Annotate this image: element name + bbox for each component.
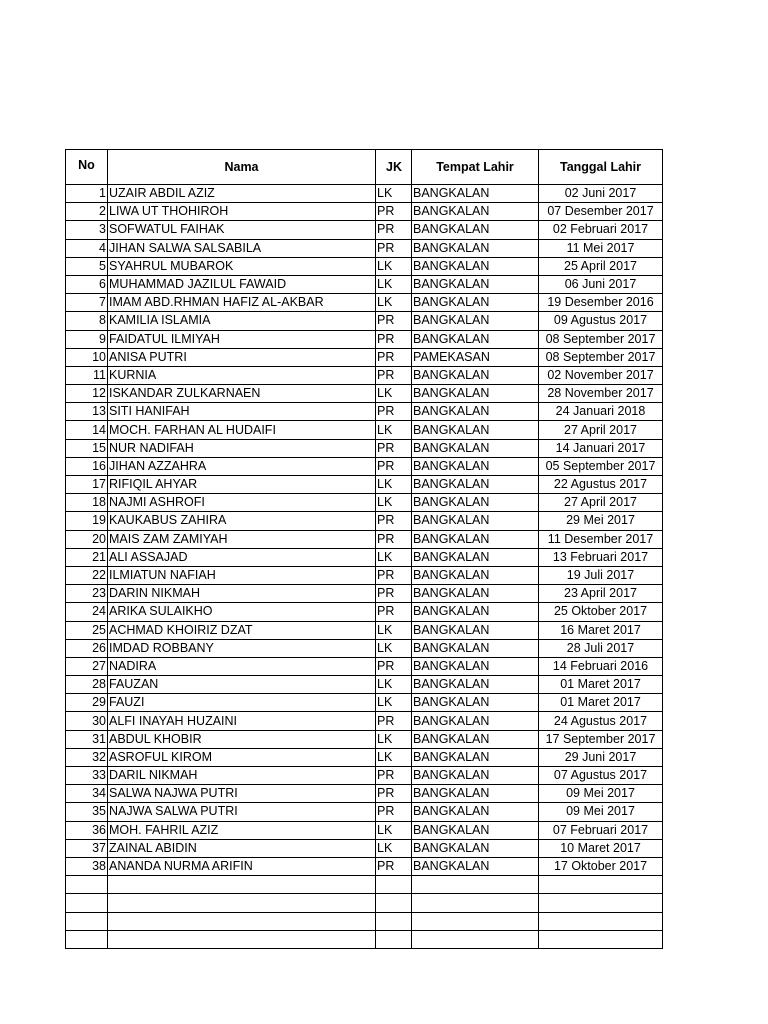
cell-no: 30 [66, 712, 108, 730]
cell-tanggal-lahir: 16 Maret 2017 [539, 621, 663, 639]
cell-no: 1 [66, 185, 108, 203]
empty-cell-jk [376, 930, 412, 948]
cell-no: 10 [66, 348, 108, 366]
cell-tempat-lahir: BANGKALAN [412, 694, 539, 712]
cell-tanggal-lahir: 17 Oktober 2017 [539, 857, 663, 875]
table-row [66, 657, 663, 675]
cell-tanggal-lahir: 19 Juli 2017 [539, 566, 663, 584]
cell-tanggal-lahir: 09 Agustus 2017 [539, 312, 663, 330]
cell-nama: ANANDA NURMA ARIFIN [108, 857, 376, 875]
table-row [66, 676, 663, 694]
empty-table-row [66, 894, 663, 912]
cell-tanggal-lahir: 17 September 2017 [539, 730, 663, 748]
cell-tempat-lahir: BANGKALAN [412, 657, 539, 675]
table-row [66, 857, 663, 875]
cell-nama: MOH. FAHRIL AZIZ [108, 821, 376, 839]
cell-jk: LK [376, 421, 412, 439]
empty-cell-no [66, 894, 108, 912]
cell-jk: PR [376, 785, 412, 803]
cell-tempat-lahir: BANGKALAN [412, 221, 539, 239]
table-row [66, 730, 663, 748]
empty-cell-nama [108, 894, 376, 912]
cell-jk: LK [376, 548, 412, 566]
cell-tanggal-lahir: 08 September 2017 [539, 330, 663, 348]
cell-tempat-lahir: BANGKALAN [412, 730, 539, 748]
cell-nama: KAUKABUS ZAHIRA [108, 512, 376, 530]
cell-jk: PR [376, 366, 412, 384]
cell-tempat-lahir: BANGKALAN [412, 548, 539, 566]
cell-no: 2 [66, 203, 108, 221]
cell-nama: ANISA PUTRI [108, 348, 376, 366]
cell-jk: PR [376, 512, 412, 530]
empty-cell-tanggal-lahir [539, 894, 663, 912]
cell-jk: PR [376, 439, 412, 457]
cell-tanggal-lahir: 05 September 2017 [539, 457, 663, 475]
cell-nama: SALWA NAJWA PUTRI [108, 785, 376, 803]
cell-tanggal-lahir: 19 Desember 2016 [539, 294, 663, 312]
table-row [66, 421, 663, 439]
cell-tempat-lahir: BANGKALAN [412, 566, 539, 584]
cell-no: 13 [66, 403, 108, 421]
cell-jk: PR [376, 585, 412, 603]
cell-jk: LK [376, 275, 412, 293]
cell-tempat-lahir: BANGKALAN [412, 585, 539, 603]
cell-tanggal-lahir: 09 Mei 2017 [539, 803, 663, 821]
cell-jk: LK [376, 821, 412, 839]
cell-jk: PR [376, 221, 412, 239]
empty-cell-jk [376, 876, 412, 894]
cell-nama: DARIL NIKMAH [108, 767, 376, 785]
cell-tanggal-lahir: 22 Agustus 2017 [539, 476, 663, 494]
table-row [66, 385, 663, 403]
cell-no: 20 [66, 530, 108, 548]
table-row [66, 312, 663, 330]
cell-nama: MUHAMMAD JAZILUL FAWAID [108, 275, 376, 293]
cell-tempat-lahir: BANGKALAN [412, 185, 539, 203]
table-row [66, 403, 663, 421]
cell-tempat-lahir: BANGKALAN [412, 785, 539, 803]
cell-nama: ISKANDAR ZULKARNAEN [108, 385, 376, 403]
table-row [66, 767, 663, 785]
empty-table-row [66, 930, 663, 948]
cell-tempat-lahir: BANGKALAN [412, 203, 539, 221]
cell-jk: PR [376, 312, 412, 330]
cell-tanggal-lahir: 02 Februari 2017 [539, 221, 663, 239]
table-row [66, 548, 663, 566]
cell-jk: LK [376, 257, 412, 275]
cell-tanggal-lahir: 08 September 2017 [539, 348, 663, 366]
cell-jk: PR [376, 530, 412, 548]
empty-cell-tanggal-lahir [539, 876, 663, 894]
empty-cell-no [66, 930, 108, 948]
table-row [66, 494, 663, 512]
header-tanggal-lahir: Tanggal Lahir [539, 150, 663, 185]
cell-nama: FAIDATUL ILMIYAH [108, 330, 376, 348]
cell-tempat-lahir: BANGKALAN [412, 676, 539, 694]
cell-tanggal-lahir: 27 April 2017 [539, 494, 663, 512]
header-tempat-lahir: Tempat Lahir [412, 150, 539, 185]
cell-jk: PR [376, 767, 412, 785]
cell-nama: DARIN NIKMAH [108, 585, 376, 603]
empty-cell-nama [108, 876, 376, 894]
table-row [66, 748, 663, 766]
cell-no: 34 [66, 785, 108, 803]
cell-jk: LK [376, 385, 412, 403]
table-row [66, 785, 663, 803]
cell-nama: NADIRA [108, 657, 376, 675]
cell-tanggal-lahir: 29 Juni 2017 [539, 748, 663, 766]
cell-no: 23 [66, 585, 108, 603]
table-row [66, 512, 663, 530]
cell-no: 22 [66, 566, 108, 584]
cell-no: 32 [66, 748, 108, 766]
table-row [66, 839, 663, 857]
table-row [66, 566, 663, 584]
cell-no: 16 [66, 457, 108, 475]
cell-nama: RIFIQIL AHYAR [108, 476, 376, 494]
cell-jk: PR [376, 457, 412, 475]
cell-no: 35 [66, 803, 108, 821]
table-row [66, 694, 663, 712]
cell-no: 18 [66, 494, 108, 512]
cell-jk: PR [376, 712, 412, 730]
cell-tanggal-lahir: 10 Maret 2017 [539, 839, 663, 857]
cell-tanggal-lahir: 28 November 2017 [539, 385, 663, 403]
cell-no: 19 [66, 512, 108, 530]
table-row [66, 348, 663, 366]
cell-jk: LK [376, 185, 412, 203]
cell-no: 14 [66, 421, 108, 439]
cell-no: 17 [66, 476, 108, 494]
cell-tempat-lahir: BANGKALAN [412, 421, 539, 439]
cell-tempat-lahir: BANGKALAN [412, 767, 539, 785]
cell-jk: PR [376, 239, 412, 257]
cell-tempat-lahir: BANGKALAN [412, 385, 539, 403]
cell-no: 12 [66, 385, 108, 403]
cell-jk: LK [376, 839, 412, 857]
cell-nama: ALFI INAYAH HUZAINI [108, 712, 376, 730]
empty-cell-tempat-lahir [412, 876, 539, 894]
cell-tanggal-lahir: 07 Desember 2017 [539, 203, 663, 221]
cell-no: 4 [66, 239, 108, 257]
table-row [66, 639, 663, 657]
header-row [66, 150, 663, 185]
cell-no: 9 [66, 330, 108, 348]
header-jk: JK [376, 150, 412, 185]
table-row [66, 803, 663, 821]
cell-tanggal-lahir: 09 Mei 2017 [539, 785, 663, 803]
cell-nama: FAUZI [108, 694, 376, 712]
cell-jk: LK [376, 676, 412, 694]
cell-tempat-lahir: BANGKALAN [412, 457, 539, 475]
empty-cell-jk [376, 912, 412, 930]
empty-cell-jk [376, 894, 412, 912]
cell-no: 5 [66, 257, 108, 275]
cell-nama: MAIS ZAM ZAMIYAH [108, 530, 376, 548]
cell-no: 28 [66, 676, 108, 694]
cell-nama: IMAM ABD.RHMAN HAFIZ AL-AKBAR [108, 294, 376, 312]
cell-jk: LK [376, 639, 412, 657]
cell-no: 21 [66, 548, 108, 566]
cell-tempat-lahir: BANGKALAN [412, 257, 539, 275]
cell-tempat-lahir: BANGKALAN [412, 330, 539, 348]
cell-tempat-lahir: BANGKALAN [412, 275, 539, 293]
cell-tanggal-lahir: 29 Mei 2017 [539, 512, 663, 530]
table-row [66, 185, 663, 203]
cell-jk: PR [376, 403, 412, 421]
cell-jk: PR [376, 330, 412, 348]
cell-tempat-lahir: BANGKALAN [412, 603, 539, 621]
cell-no: 11 [66, 366, 108, 384]
cell-nama: SOFWATUL FAIHAK [108, 221, 376, 239]
cell-tanggal-lahir: 02 Juni 2017 [539, 185, 663, 203]
cell-tanggal-lahir: 14 Januari 2017 [539, 439, 663, 457]
empty-cell-no [66, 912, 108, 930]
table-row [66, 330, 663, 348]
table-row [66, 366, 663, 384]
cell-tanggal-lahir: 24 Januari 2018 [539, 403, 663, 421]
cell-jk: PR [376, 566, 412, 584]
cell-tanggal-lahir: 07 Februari 2017 [539, 821, 663, 839]
cell-tempat-lahir: PAMEKASAN [412, 348, 539, 366]
cell-tempat-lahir: BANGKALAN [412, 621, 539, 639]
cell-nama: SITI HANIFAH [108, 403, 376, 421]
cell-nama: KURNIA [108, 366, 376, 384]
cell-tanggal-lahir: 14 Februari 2016 [539, 657, 663, 675]
table-row [66, 530, 663, 548]
cell-tanggal-lahir: 23 April 2017 [539, 585, 663, 603]
cell-tempat-lahir: BANGKALAN [412, 294, 539, 312]
cell-jk: LK [376, 748, 412, 766]
header-nama: Nama [108, 150, 376, 185]
cell-no: 8 [66, 312, 108, 330]
cell-tanggal-lahir: 11 Desember 2017 [539, 530, 663, 548]
table-row [66, 294, 663, 312]
empty-cell-tempat-lahir [412, 930, 539, 948]
cell-tempat-lahir: BANGKALAN [412, 803, 539, 821]
cell-no: 37 [66, 839, 108, 857]
cell-no: 31 [66, 730, 108, 748]
empty-cell-tanggal-lahir [539, 930, 663, 948]
cell-nama: ACHMAD KHOIRIZ DZAT [108, 621, 376, 639]
cell-tanggal-lahir: 01 Maret 2017 [539, 676, 663, 694]
cell-no: 29 [66, 694, 108, 712]
empty-cell-tempat-lahir [412, 912, 539, 930]
cell-no: 7 [66, 294, 108, 312]
cell-nama: MOCH. FARHAN AL HUDAIFI [108, 421, 376, 439]
empty-cell-nama [108, 912, 376, 930]
table-row [66, 221, 663, 239]
cell-jk: PR [376, 203, 412, 221]
empty-cell-nama [108, 930, 376, 948]
cell-no: 24 [66, 603, 108, 621]
cell-nama: NAJMI ASHROFI [108, 494, 376, 512]
cell-nama: UZAIR ABDIL AZIZ [108, 185, 376, 203]
cell-no: 3 [66, 221, 108, 239]
cell-jk: LK [376, 294, 412, 312]
cell-tempat-lahir: BANGKALAN [412, 494, 539, 512]
cell-tempat-lahir: BANGKALAN [412, 748, 539, 766]
cell-jk: PR [376, 803, 412, 821]
cell-tempat-lahir: BANGKALAN [412, 839, 539, 857]
cell-tanggal-lahir: 28 Juli 2017 [539, 639, 663, 657]
cell-tanggal-lahir: 06 Juni 2017 [539, 275, 663, 293]
header-no: No [66, 150, 108, 185]
table-row [66, 257, 663, 275]
table-row [66, 821, 663, 839]
cell-tanggal-lahir: 02 November 2017 [539, 366, 663, 384]
cell-tempat-lahir: BANGKALAN [412, 312, 539, 330]
cell-nama: SYAHRUL MUBAROK [108, 257, 376, 275]
cell-jk: PR [376, 603, 412, 621]
cell-nama: NUR NADIFAH [108, 439, 376, 457]
cell-tempat-lahir: BANGKALAN [412, 530, 539, 548]
cell-tempat-lahir: BANGKALAN [412, 857, 539, 875]
cell-tempat-lahir: BANGKALAN [412, 366, 539, 384]
cell-nama: ASROFUL KIROM [108, 748, 376, 766]
empty-cell-tempat-lahir [412, 894, 539, 912]
cell-tempat-lahir: BANGKALAN [412, 403, 539, 421]
cell-tanggal-lahir: 13 Februari 2017 [539, 548, 663, 566]
cell-tempat-lahir: BANGKALAN [412, 639, 539, 657]
cell-tanggal-lahir: 07 Agustus 2017 [539, 767, 663, 785]
empty-cell-no [66, 876, 108, 894]
cell-jk: PR [376, 348, 412, 366]
cell-tempat-lahir: BANGKALAN [412, 439, 539, 457]
table-row [66, 203, 663, 221]
cell-tempat-lahir: BANGKALAN [412, 239, 539, 257]
cell-nama: ZAINAL ABIDIN [108, 839, 376, 857]
student-table [65, 149, 663, 949]
table-row [66, 239, 663, 257]
cell-no: 25 [66, 621, 108, 639]
cell-nama: KAMILIA ISLAMIA [108, 312, 376, 330]
cell-tanggal-lahir: 01 Maret 2017 [539, 694, 663, 712]
cell-tanggal-lahir: 24 Agustus 2017 [539, 712, 663, 730]
cell-tanggal-lahir: 27 April 2017 [539, 421, 663, 439]
cell-jk: LK [376, 476, 412, 494]
cell-nama: JIHAN SALWA SALSABILA [108, 239, 376, 257]
cell-no: 26 [66, 639, 108, 657]
table-body [66, 185, 663, 949]
table-row [66, 476, 663, 494]
empty-table-row [66, 912, 663, 930]
cell-no: 38 [66, 857, 108, 875]
cell-jk: LK [376, 694, 412, 712]
empty-table-row [66, 876, 663, 894]
cell-tanggal-lahir: 11 Mei 2017 [539, 239, 663, 257]
cell-nama: ILMIATUN NAFIAH [108, 566, 376, 584]
cell-nama: NAJWA SALWA PUTRI [108, 803, 376, 821]
cell-no: 15 [66, 439, 108, 457]
cell-tanggal-lahir: 25 Oktober 2017 [539, 603, 663, 621]
cell-jk: PR [376, 657, 412, 675]
cell-tanggal-lahir: 25 April 2017 [539, 257, 663, 275]
table-row [66, 457, 663, 475]
cell-jk: LK [376, 730, 412, 748]
table-row [66, 439, 663, 457]
cell-tempat-lahir: BANGKALAN [412, 512, 539, 530]
cell-no: 27 [66, 657, 108, 675]
cell-jk: LK [376, 494, 412, 512]
cell-nama: ABDUL KHOBIR [108, 730, 376, 748]
cell-nama: ARIKA SULAIKHO [108, 603, 376, 621]
cell-tempat-lahir: BANGKALAN [412, 476, 539, 494]
cell-nama: LIWA UT THOHIROH [108, 203, 376, 221]
cell-jk: PR [376, 857, 412, 875]
table-row [66, 585, 663, 603]
cell-tempat-lahir: BANGKALAN [412, 712, 539, 730]
cell-nama: IMDAD ROBBANY [108, 639, 376, 657]
table-row [66, 275, 663, 293]
cell-no: 33 [66, 767, 108, 785]
cell-nama: FAUZAN [108, 676, 376, 694]
cell-jk: LK [376, 621, 412, 639]
cell-tempat-lahir: BANGKALAN [412, 821, 539, 839]
cell-no: 36 [66, 821, 108, 839]
table-row [66, 621, 663, 639]
cell-nama: JIHAN AZZAHRA [108, 457, 376, 475]
cell-no: 6 [66, 275, 108, 293]
table-row [66, 712, 663, 730]
cell-nama: ALI ASSAJAD [108, 548, 376, 566]
empty-cell-tanggal-lahir [539, 912, 663, 930]
table-header [66, 150, 663, 185]
table-row [66, 603, 663, 621]
